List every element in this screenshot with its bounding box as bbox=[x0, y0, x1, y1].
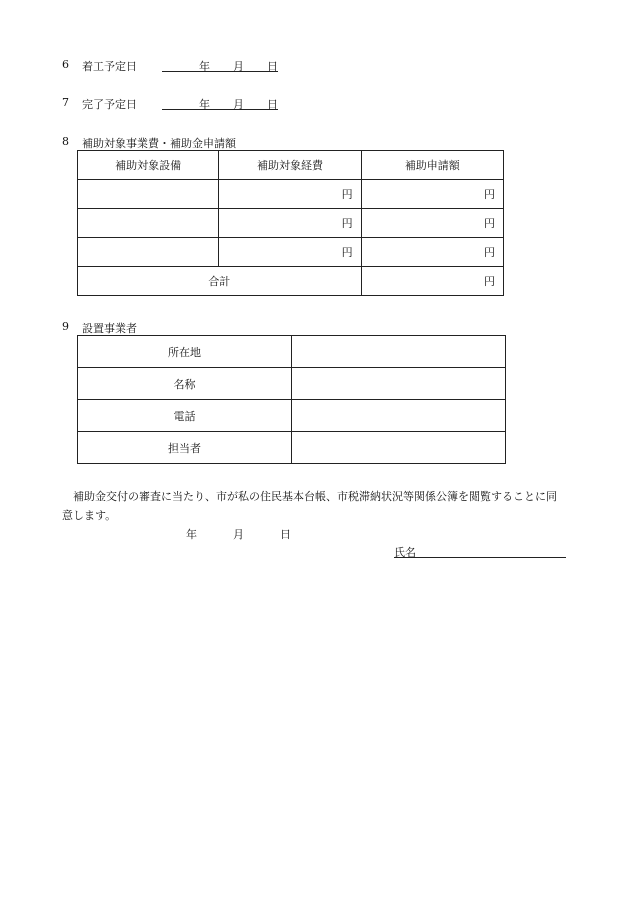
installer-address-field[interactable] bbox=[292, 336, 506, 368]
header-equipment: 補助対象設備 bbox=[78, 151, 219, 180]
requested-amount-cell[interactable] bbox=[361, 209, 503, 238]
total-amount-cell[interactable] bbox=[361, 267, 503, 296]
completion-date-field[interactable] bbox=[162, 96, 278, 110]
consent-date-year-unit: 年 bbox=[186, 528, 197, 541]
yen-unit: 円 bbox=[484, 217, 495, 230]
consent-text-line-2: 意します。 bbox=[62, 509, 117, 522]
item-6-label: 着工予定日 bbox=[82, 60, 137, 73]
installer-contact-field[interactable] bbox=[292, 432, 506, 464]
header-eligible-cost: 補助対象経費 bbox=[219, 151, 361, 180]
completion-date-year-unit: 年 bbox=[199, 98, 210, 111]
item-7 bbox=[62, 96, 278, 111]
consent-date-month-unit: 月 bbox=[233, 528, 244, 541]
total-row bbox=[78, 267, 504, 296]
start-date-month-unit: 月 bbox=[233, 60, 244, 73]
item-8-heading bbox=[62, 135, 236, 150]
item-8-label: 補助対象事業費・補助金申請額 bbox=[82, 137, 236, 150]
installer-address-label: 所在地 bbox=[78, 336, 292, 368]
table-row bbox=[78, 432, 506, 464]
yen-unit: 円 bbox=[341, 246, 353, 259]
total-label: 合計 bbox=[78, 267, 362, 296]
start-date-field[interactable] bbox=[162, 58, 278, 72]
yen-unit: 円 bbox=[484, 275, 495, 288]
table-row bbox=[78, 180, 504, 209]
header-requested-amount: 補助申請額 bbox=[361, 151, 503, 180]
signature-name bbox=[394, 544, 566, 559]
yen-unit: 円 bbox=[484, 246, 495, 259]
eligible-cost-cell[interactable] bbox=[219, 209, 361, 238]
installer-name-label: 名称 bbox=[78, 368, 292, 400]
consent-text-line-1: 補助金交付の審査に当たり、市が私の住民基本台帳、市税滞納状況等関係公簿を閲覧することに同 bbox=[73, 490, 557, 503]
table-row bbox=[78, 238, 504, 267]
item-9-label: 設置事業者 bbox=[82, 322, 137, 335]
equipment-cell[interactable] bbox=[78, 209, 219, 238]
start-date-year-unit: 年 bbox=[199, 60, 210, 73]
yen-unit: 円 bbox=[341, 217, 353, 230]
item-7-number: 7 bbox=[62, 96, 69, 109]
yen-unit: 円 bbox=[341, 188, 353, 201]
cost-table bbox=[77, 150, 504, 296]
signature-name-field[interactable] bbox=[394, 544, 566, 558]
consent-date-day-unit: 日 bbox=[280, 528, 291, 541]
cost-table-header-row bbox=[78, 151, 504, 180]
table-row bbox=[78, 368, 506, 400]
table-row bbox=[78, 209, 504, 238]
requested-amount-cell[interactable] bbox=[361, 238, 503, 267]
item-6-number: 6 bbox=[62, 58, 69, 71]
installer-table bbox=[77, 335, 506, 464]
table-row bbox=[78, 400, 506, 432]
equipment-cell[interactable] bbox=[78, 180, 219, 209]
table-row bbox=[78, 336, 506, 368]
equipment-cell[interactable] bbox=[78, 238, 219, 267]
start-date-day-unit: 日 bbox=[267, 60, 278, 73]
requested-amount-cell[interactable] bbox=[361, 180, 503, 209]
item-9-number: 9 bbox=[62, 320, 69, 333]
item-7-label: 完了予定日 bbox=[82, 98, 137, 111]
item-8-number: 8 bbox=[62, 135, 69, 148]
completion-date-month-unit: 月 bbox=[233, 98, 244, 111]
installer-name-field[interactable] bbox=[292, 368, 506, 400]
name-label: 氏名 bbox=[394, 546, 416, 559]
eligible-cost-cell[interactable] bbox=[219, 180, 361, 209]
item-9-heading bbox=[62, 320, 137, 335]
item-6 bbox=[62, 58, 278, 73]
completion-date-day-unit: 日 bbox=[267, 98, 278, 111]
installer-phone-field[interactable] bbox=[292, 400, 506, 432]
eligible-cost-cell[interactable] bbox=[219, 238, 361, 267]
yen-unit: 円 bbox=[484, 188, 495, 201]
installer-phone-label: 電話 bbox=[78, 400, 292, 432]
installer-contact-label: 担当者 bbox=[78, 432, 292, 464]
